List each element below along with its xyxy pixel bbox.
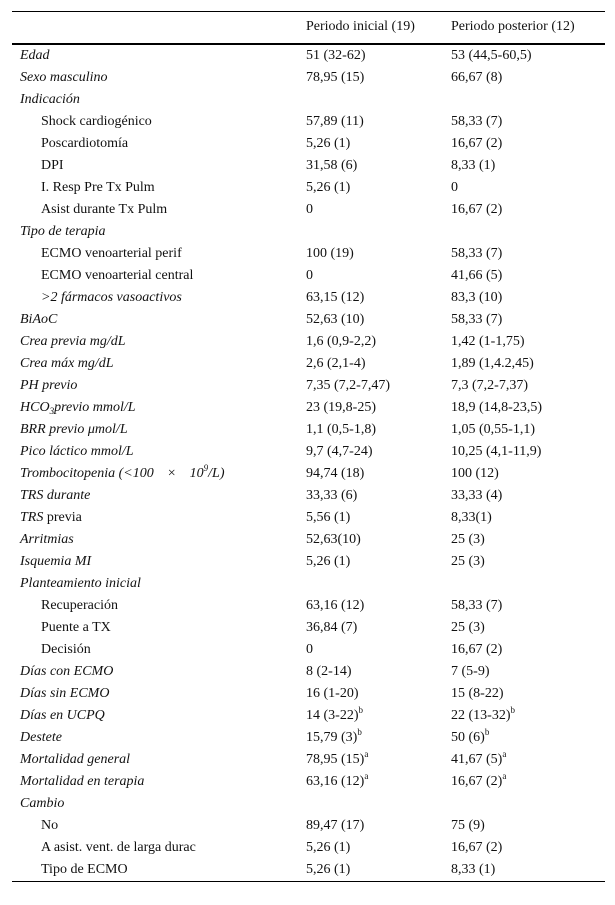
cell-periodo-inicial xyxy=(298,749,443,771)
cell-periodo-inicial xyxy=(298,221,443,243)
table-row xyxy=(12,44,605,67)
table-row xyxy=(12,221,605,243)
cell-periodo-inicial xyxy=(298,89,443,111)
row-label: No xyxy=(41,817,59,833)
cell-periodo-posterior: 25 (3) xyxy=(451,553,485,569)
row-label: Días en UCPQ xyxy=(20,707,105,723)
table-row xyxy=(12,837,605,859)
row-label: Tipo de ECMO xyxy=(12,859,298,882)
table-row xyxy=(12,771,605,793)
cell-periodo-posterior: 66,67 (8) xyxy=(451,69,503,85)
table-row xyxy=(12,859,605,882)
cell-periodo-posterior: 8,33 (1) xyxy=(451,157,496,173)
footnote-marker: a xyxy=(364,748,369,759)
cell-value: 63,16 (12) xyxy=(306,773,365,789)
cell-periodo-inicial: 0 xyxy=(306,267,313,283)
table-row xyxy=(12,639,605,661)
cell-periodo-posterior xyxy=(443,793,605,815)
table-row xyxy=(12,661,605,683)
table-row xyxy=(12,331,605,353)
cell-periodo-inicial: 0 xyxy=(306,201,313,217)
cell-periodo-inicial: 36,84 (7) xyxy=(306,619,358,635)
table-row xyxy=(12,397,605,419)
cell-periodo-inicial: 9,7 (4,7-24) xyxy=(306,443,373,459)
table-row xyxy=(12,177,605,199)
times-sign: × xyxy=(167,465,176,481)
label-text: TRS xyxy=(20,509,44,525)
cell-periodo-posterior: 25 (3) xyxy=(451,619,485,635)
cell-periodo-posterior: 16,67 (2) xyxy=(451,641,503,657)
cell-periodo-posterior: 58,33 (7) xyxy=(451,245,503,261)
table-row xyxy=(12,617,605,639)
cell-periodo-posterior: 8,33(1) xyxy=(451,509,492,525)
table-header xyxy=(12,12,605,44)
cell-periodo-posterior: 1,42 (1-1,75) xyxy=(451,333,525,349)
table-row xyxy=(12,155,605,177)
cell-periodo-posterior xyxy=(443,89,605,111)
table-row xyxy=(12,419,605,441)
cell-periodo-inicial: 0 xyxy=(306,641,313,657)
cell-periodo-posterior: 100 (12) xyxy=(451,465,499,481)
table-row xyxy=(12,309,605,331)
cell-periodo-inicial: 5,56 (1) xyxy=(306,509,351,525)
row-label: >2 fármacos vasoactivos xyxy=(41,289,182,305)
table-row xyxy=(12,89,605,111)
cell-periodo-posterior: 58,33 (7) xyxy=(451,113,503,129)
row-label: Isquemia MI xyxy=(20,553,92,569)
table-row xyxy=(12,529,605,551)
label-text: HCO xyxy=(20,399,50,415)
cell-periodo-inicial: 5,26 (1) xyxy=(306,553,351,569)
cell-periodo-inicial: 7,35 (7,2-7,47) xyxy=(306,377,390,393)
table-row xyxy=(12,551,605,573)
cell-value: 14 (3-22) xyxy=(306,707,359,723)
cell-periodo-posterior: 1,89 (1,4.2,45) xyxy=(451,355,534,371)
cell-periodo-posterior: 16,67 (2) xyxy=(451,839,503,855)
cell-value: 16,67 (2) xyxy=(451,773,503,789)
footnote-marker: b xyxy=(510,704,515,715)
table-row xyxy=(12,463,605,485)
cell-periodo-inicial: 1,1 (0,5-1,8) xyxy=(306,421,376,437)
row-label: Sexo masculino xyxy=(20,69,108,85)
section-label: Planteamiento inicial xyxy=(20,575,141,591)
cell-periodo-inicial xyxy=(298,771,443,793)
row-label: Asist durante Tx Pulm xyxy=(41,201,168,217)
cell-periodo-posterior: 8,33 (1) xyxy=(443,859,605,882)
cell-periodo-posterior: 0 xyxy=(451,179,458,195)
cell-periodo-posterior xyxy=(443,749,605,771)
section-label: Tipo de terapia xyxy=(20,223,106,239)
cell-periodo-inicial: 94,74 (18) xyxy=(306,465,365,481)
table-row xyxy=(12,683,605,705)
row-label: Mortalidad general xyxy=(20,751,131,767)
cell-periodo-inicial: 89,47 (17) xyxy=(306,817,365,833)
cell-periodo-inicial: 2,6 (2,1-4) xyxy=(306,355,366,371)
row-label: Crea máx mg/dL xyxy=(20,355,114,371)
cell-periodo-inicial: 51 (32-62) xyxy=(306,47,366,63)
table-row xyxy=(12,243,605,265)
label-subscript: 3 xyxy=(49,405,55,416)
table-row xyxy=(12,727,605,749)
label-text: previa xyxy=(43,509,82,525)
cell-periodo-inicial xyxy=(298,573,443,595)
row-label: Shock cardiogénico xyxy=(41,113,152,129)
row-label: PH previo xyxy=(20,377,78,393)
cell-periodo-inicial: 63,16 (12) xyxy=(306,597,365,613)
row-label: Pico láctico mmol/L xyxy=(20,443,134,459)
cell-periodo-inicial xyxy=(298,793,443,815)
cell-periodo-posterior: 10,25 (4,1-11,9) xyxy=(451,443,542,459)
table-row xyxy=(12,67,605,89)
cell-periodo-posterior: 83,3 (10) xyxy=(451,289,503,305)
row-label: I. Resp Pre Tx Pulm xyxy=(41,179,155,195)
cell-periodo-posterior: 58,33 (7) xyxy=(451,597,503,613)
footnote-marker: b xyxy=(357,726,362,737)
label-superscript: 9 xyxy=(203,462,209,473)
row-label: BiAoC xyxy=(20,311,58,327)
header-col-periodo-inicial: Periodo inicial (19) xyxy=(298,12,443,44)
row-label xyxy=(12,463,298,485)
row-label: Días sin ECMO xyxy=(20,685,110,701)
row-label xyxy=(12,419,298,441)
cell-periodo-posterior: 16,67 (2) xyxy=(451,135,503,151)
label-text: /L) xyxy=(208,465,225,481)
table-row xyxy=(12,133,605,155)
cell-periodo-inicial: 31,58 (6) xyxy=(306,157,358,173)
cell-periodo-posterior: 1,05 (0,55-1,1) xyxy=(451,421,535,437)
cell-periodo-inicial: 5,26 (1) xyxy=(306,179,351,195)
table-row xyxy=(12,749,605,771)
cell-periodo-posterior xyxy=(443,221,605,243)
cell-periodo-inicial: 5,26 (1) xyxy=(306,839,351,855)
cell-periodo-inicial: 5,26 (1) xyxy=(306,135,351,151)
cell-periodo-posterior: 53 (44,5-60,5) xyxy=(451,47,532,63)
row-label: Mortalidad en terapia xyxy=(20,773,145,789)
row-label: DPI xyxy=(41,157,64,173)
cell-periodo-posterior xyxy=(443,573,605,595)
cell-periodo-posterior: 41,66 (5) xyxy=(451,267,503,283)
row-label: Días con ECMO xyxy=(20,663,114,679)
header-row xyxy=(12,12,605,44)
footnote-marker: a xyxy=(502,748,507,759)
cell-periodo-posterior: 25 (3) xyxy=(451,531,485,547)
cell-periodo-posterior: 75 (9) xyxy=(451,817,485,833)
cell-value: 15,79 (3) xyxy=(306,729,358,745)
cell-value: 41,67 (5) xyxy=(451,751,503,767)
section-label: Cambio xyxy=(20,795,65,811)
row-label: Decisión xyxy=(41,641,91,657)
label-text: previo mmol/L xyxy=(54,399,136,415)
table-row xyxy=(12,111,605,133)
cell-periodo-posterior: 16,67 (2) xyxy=(451,201,503,217)
label-text: Trombocitopenia (<100 xyxy=(20,465,154,481)
cell-periodo-inicial: 63,15 (12) xyxy=(306,289,365,305)
cell-periodo-inicial: 52,63 (10) xyxy=(306,311,365,327)
section-label: Indicación xyxy=(20,91,80,107)
cell-periodo-inicial: 78,95 (15) xyxy=(306,69,365,85)
cell-periodo-posterior xyxy=(443,727,605,749)
row-label: Arritmias xyxy=(20,531,74,547)
footnote-marker: a xyxy=(502,770,507,781)
table-row xyxy=(12,507,605,529)
cell-periodo-inicial xyxy=(298,727,443,749)
row-label xyxy=(12,507,298,529)
table-row xyxy=(12,793,605,815)
cell-periodo-posterior: 18,9 (14,8-23,5) xyxy=(451,399,542,415)
footnote-marker: b xyxy=(484,726,490,737)
table-row xyxy=(12,573,605,595)
table-row xyxy=(12,815,605,837)
table-row xyxy=(12,199,605,221)
cell-periodo-inicial: 16 (1-20) xyxy=(306,685,359,701)
row-label: Destete xyxy=(20,729,62,745)
cell-periodo-posterior: 58,33 (7) xyxy=(451,311,503,327)
cell-periodo-posterior: 33,33 (4) xyxy=(451,487,503,503)
cell-periodo-posterior xyxy=(443,771,605,793)
cell-periodo-inicial: 1,6 (0,9-2,2) xyxy=(306,333,376,349)
cell-periodo-inicial: 33,33 (6) xyxy=(306,487,358,503)
row-label: Recuperación xyxy=(41,597,118,613)
row-label: Crea previa mg/dL xyxy=(20,333,126,349)
table-row xyxy=(12,705,605,727)
table-row xyxy=(12,485,605,507)
footnote-marker: a xyxy=(364,770,369,781)
row-label: Puente a TX xyxy=(41,619,111,635)
cell-value: 50 (6) xyxy=(451,729,485,745)
cell-periodo-posterior: 7,3 (7,2-7,37) xyxy=(451,377,528,393)
table-row xyxy=(12,375,605,397)
row-label: TRS durante xyxy=(20,487,91,503)
row-label: Poscardiotomía xyxy=(41,135,129,151)
cell-periodo-inicial: 8 (2-14) xyxy=(306,663,352,679)
row-label: A asist. vent. de larga durac xyxy=(41,839,196,855)
row-label: ECMO venoarterial central xyxy=(41,267,194,283)
label-text: 10 xyxy=(189,465,204,481)
table-row xyxy=(12,353,605,375)
footnote-marker: b xyxy=(358,704,363,715)
cell-periodo-inicial xyxy=(298,705,443,727)
table-row xyxy=(12,595,605,617)
cell-periodo-inicial: 5,26 (1) xyxy=(298,859,443,882)
cell-periodo-inicial: 100 (19) xyxy=(306,245,354,261)
row-label: ECMO venoarterial perif xyxy=(41,245,182,261)
cell-periodo-inicial: 23 (19,8-25) xyxy=(306,399,376,415)
cell-periodo-posterior: 7 (5-9) xyxy=(451,663,490,679)
table-row xyxy=(12,265,605,287)
cell-periodo-posterior: 15 (8-22) xyxy=(451,685,504,701)
cell-value: 78,95 (15) xyxy=(306,751,365,767)
cell-periodo-posterior xyxy=(443,705,605,727)
cell-value: 22 (13-32) xyxy=(451,707,511,723)
header-col-variable xyxy=(12,12,298,44)
row-label xyxy=(12,397,298,419)
table-row xyxy=(12,441,605,463)
table-body xyxy=(12,44,605,882)
row-label: Edad xyxy=(20,47,50,63)
label-text: BRR previo μmol/L xyxy=(20,421,128,437)
header-col-periodo-posterior: Periodo posterior (12) xyxy=(443,12,605,44)
cell-periodo-inicial: 57,89 (11) xyxy=(306,113,364,129)
data-table xyxy=(12,11,605,882)
table-row xyxy=(12,287,605,309)
cell-periodo-inicial: 52,63(10) xyxy=(306,531,361,547)
